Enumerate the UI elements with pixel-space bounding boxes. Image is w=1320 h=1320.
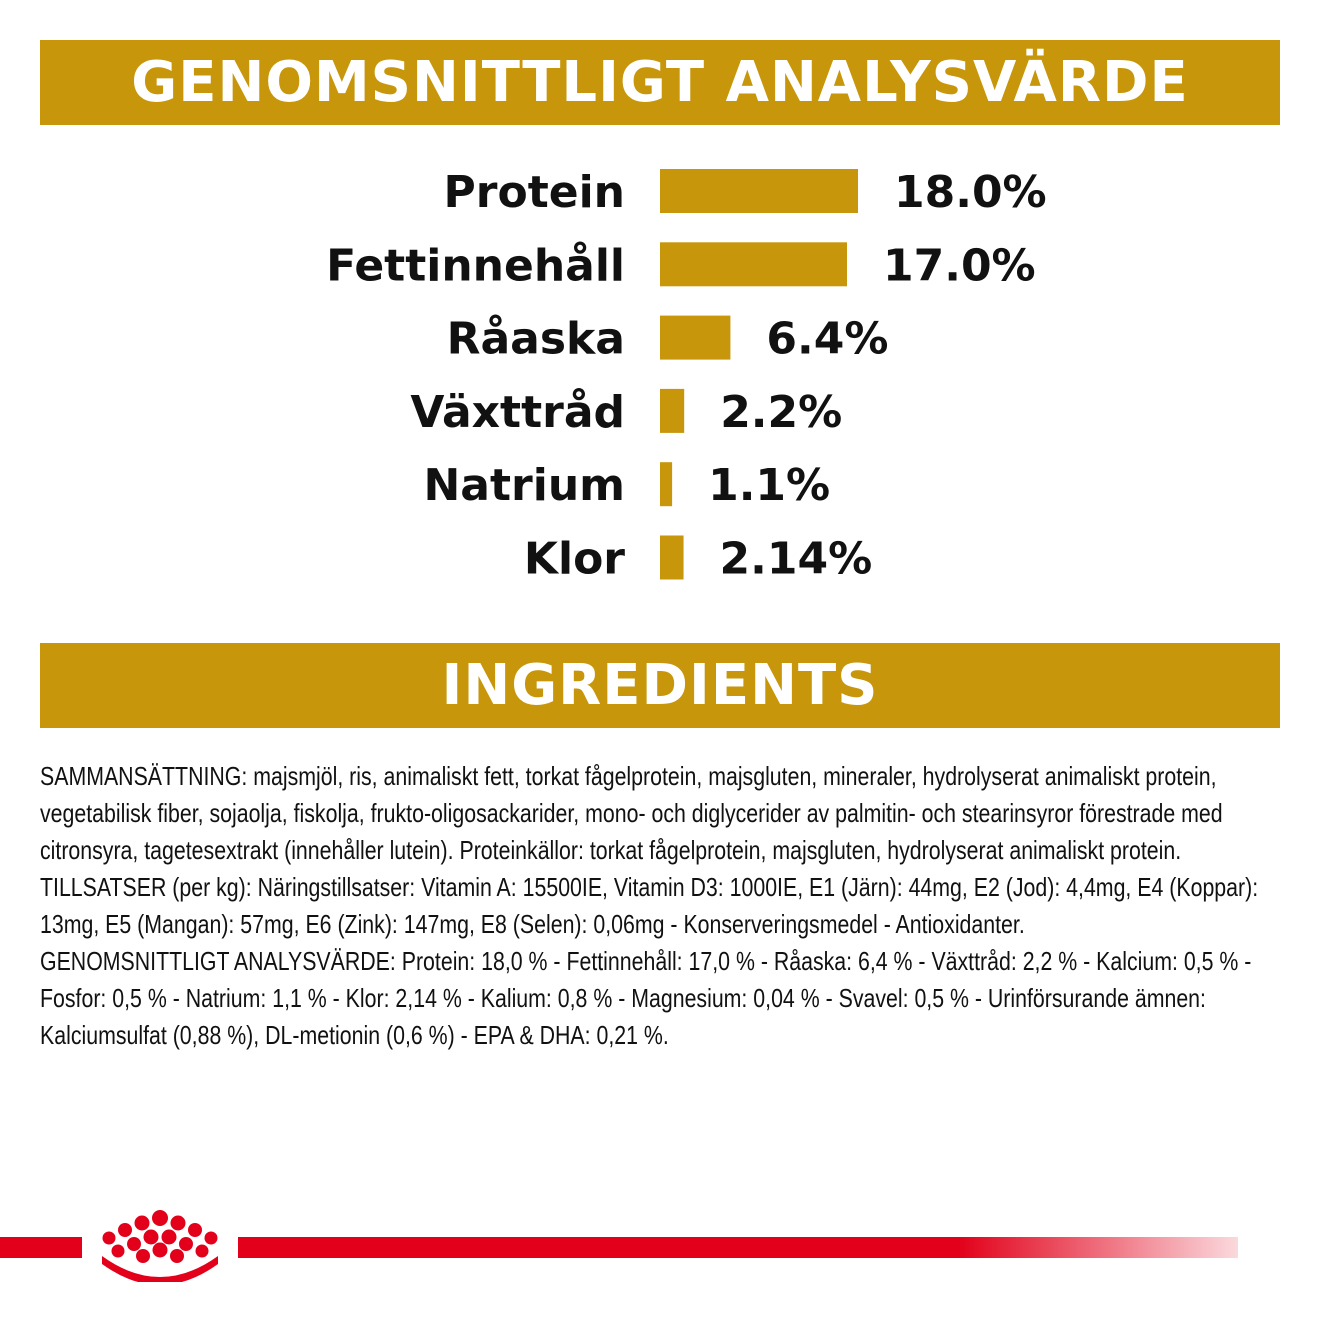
category-label: Råaska (446, 313, 625, 365)
category-label: Klor (523, 533, 625, 585)
value-label: 2.14% (719, 533, 873, 585)
analysis-heading: GENOMSNITTLIGT ANALYSVÄRDE (131, 50, 1189, 115)
royal-canin-crown-icon (88, 1206, 232, 1282)
bar (660, 316, 730, 360)
analysis-bar-chart (0, 150, 1320, 610)
footer-red-line-left (0, 1237, 82, 1258)
value-label: 6.4% (766, 313, 889, 365)
category-label: Natrium (423, 460, 625, 512)
value-label: 1.1% (708, 460, 831, 512)
value-label: 17.0% (883, 240, 1036, 292)
bar (660, 389, 684, 433)
value-label: 18.0% (894, 167, 1047, 218)
category-label: Protein (443, 167, 625, 218)
bar (660, 462, 672, 506)
analysis-heading-banner (40, 40, 1280, 125)
value-label: 2.2% (720, 386, 843, 438)
category-label: Växttråd (410, 386, 625, 438)
ingredients-heading-banner (40, 643, 1280, 728)
ingredients-text-block (40, 758, 1282, 1054)
composition-paragraph: SAMMANSÄTTNING: majsmjöl, ris, animaliskt fett, torkat fågelprotein, majsgluten, mineraler, hydrolyserat animaliskt protein, vegetabilisk fiber, sojaolja, fiskolja, frukto-oligosackarider, mono- och diglycerider av palmitin- och stearinsyror förestrade med citronsyra, tagetesextrakt (innehåller lutein). Proteinkällor: torkat fågelprotein, majsgluten, hydrolyserat animaliskt protein. (40, 761, 1223, 865)
bar (660, 242, 847, 286)
ingredients-heading: INGREDIENTS (441, 653, 879, 718)
bar (660, 169, 858, 213)
additives-paragraph: TILLSATSER (per kg): Näringstillsatser: Vitamin A: 15500IE, Vitamin D3: 1000IE, E1 (Järn): 44mg, E2 (Jod): 4,4mg, E4 (Koppar): 13mg, E5 (Mangan): 57mg, E6 (Zink): 147mg, E8 (Selen): 0,06mg - Konserveringsmedel - Antioxidanter. (40, 872, 1259, 939)
analysis-paragraph: GENOMSNITTLIGT ANALYSVÄRDE: Protein: 18,0 % - Fettinnehåll: 17,0 % - Råaska: 6,4 % - Växttråd: 2,2 % - Kalcium: 0,5 % - Fosfor: 0,5 % - Natrium: 1,1 % - Klor: 2,14 % - Kalium: 0,8 % - Magnesium: 0,04 % - Svavel: 0,5 % - Urinförsurande ämnen: Kalciumsulfat (0,88 %), DL-metionin (0,6 %) - EPA & DHA: 0,21 %. (40, 946, 1252, 1050)
bar (660, 536, 684, 580)
category-label: Fettinnehåll (326, 240, 625, 292)
footer-red-line-right (238, 1237, 1238, 1258)
